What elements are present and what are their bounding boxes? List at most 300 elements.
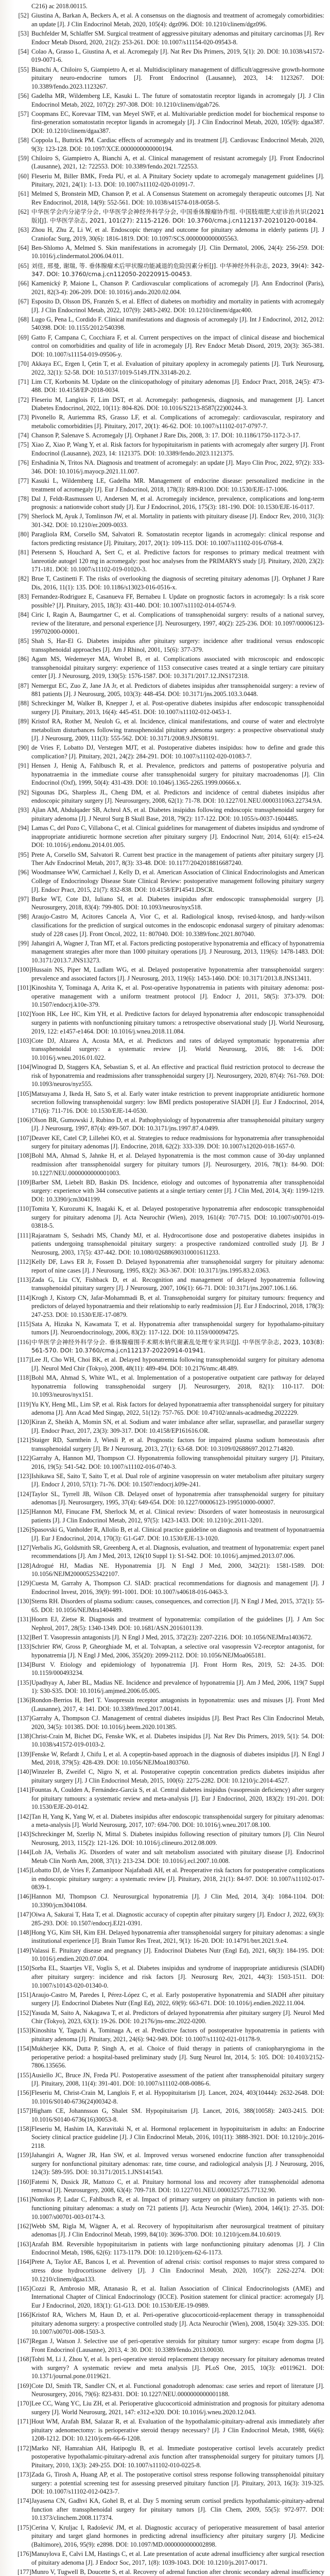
reference-text: Cote DJ, Alzarea A, Acosta MA, et al. Predictors and rates of delayed symptomatic hyponatremia after transsphenoidal surgery: a systematic review [J]. World Neurosurg, 2016, 88: 1-6. DOI: 10.1016/j.wneu.2016.01.022. [31, 1037, 324, 1061]
reference-text: Winzeler B, Zweifel C, Nigro N, et al. Postoperative copeptin concentration predicts diabetes insipidus after pituitary surgery [J]. J Clin Endocrinol Metab, 2015, 100(6): 2275-2282. DOI: 10.1210/jc.2014-4527. [31, 1768, 324, 1784]
reference-text: 中华医学会内分泌学分会, 中华医学会神经外科学分会, 中国垂体腺瘤协作组. 中国肢端肥大症诊治共识(2021版)[J]. 中华医学杂志, 2021, 101(27): 2115-2126. DOI: 10.3760/cma.j.cn112137-20210120-00184. [31, 208, 324, 224]
reference-text: Hannon MJ, Finucane FM, Sherlock M, et al. Clinical review: Disorders of water homeostasis in neurosurgical patients [J]. J Clin Endocrinol Metab, 2012, 97(5): 1423-1433. DOI: 10.1210/jc.2011-3201. [31, 1508, 324, 1524]
reference-text: Matsuyama J, Ikeda H, Sato S, et al. Early water intake restriction to prevent inappropriate antidiuretic hormone secretion following transsphenoidal surgery: low BMI predicts postoperative SIADH [J]. Eur J Endocrinol, 2014, 171(6): 711-716. DOI: 10.1530/EJE-14-0530. [31, 1090, 324, 1114]
reference-item [18, 512, 324, 529]
reference-text: Cote DJ, Smith TR, Sandler CN, et al. Functional gonadotroph adenomas: case series and report of literature [J]. Neurosurgery, 2016, 79(6): 823-831. DOI: 10.1227/NEU.0000000000001188. [31, 2382, 324, 2398]
reference-item [18, 2195, 324, 2221]
reference-number: [71] [18, 378, 29, 385]
reference-number: [97] [18, 895, 29, 903]
reference-number: [53] [18, 29, 29, 37]
reference-item [18, 1732, 324, 1749]
reference-number: [147] [18, 1911, 31, 1919]
reference-text: Marko NF, Hamrahian AH, Hatipoglu B, et al. Immediate postoperative cortisol levels accurately predict postoperative hypothalamic-pituitary-adrenal axis function after transsphenoidal surgery for pituitary tumors [J]. Pituitary, 2010, 13(3): 249-255. DOI: 10.1007/s11102-010-0225-8. [31, 2444, 324, 2469]
reference-text: Hannon MJ, Thompson CJ. Neurosurgical hyponatremia [J]. J Clin Med, 2014, 3(4): 1084-1104. DOI: 10.3390/jcm3041084. [31, 1893, 324, 1909]
reference-number: [101] [18, 984, 31, 991]
reference-number: [146] [18, 1893, 31, 1901]
reference-item [18, 29, 324, 46]
reference-text: Loh JA, Verbalis JG. Disorders of water and salt metabolism associated with pituitary disease [J]. Endocrinol Metab Clin North Am, 2008, 37(1): 213-234. DOI: 10.1016/j.ecl.2007.10.008. [31, 1849, 324, 1865]
reference-list [18, 2, 324, 2576]
reference-number: [111] [18, 1231, 31, 1239]
reference-number: [59] [18, 154, 29, 162]
reference-text: Jahangiri A, Wagner J, Tran MT, et al. Factors predicting postoperative hyponatremia and efficacy of hyponatremia management strategies after more than 1000 pituitary operations [J]. J Neurosurg, 2013, 119(6): 1478-1483. DOI: 10.3171/2013.7.JNS13273. [31, 939, 324, 964]
reference-text: Yu KY, Heng ML, Lim SP, et al. Risk factors for delayed hyponatraemia after transsphenoidal surgery for pituitary adenoma [J]. Ann Acad Med Singap, 2022, 51(12): 757-765. DOI: 10.47102/annals-acadmedsg.2022229. [31, 1400, 324, 1417]
reference-text: Manuylova E, Calvi LM, Hastings C, et al. Late presentation of acute adrenal insufficiency after surgical resection of pituitary adenoma [J]. J Endocr Soc, 2017, 1(8): 1039-1043. DOI: 10.1210/js.2017-00171. [31, 2550, 324, 2566]
reference-item [18, 262, 324, 279]
reference-number: [174] [18, 2497, 31, 2505]
reference-text: Kasuki L, Wildemberg LE, Gadelha MR. Management of endocrine disease: personalized medicine in the treatment of acromegaly [J]. Eur J Endocrinol, 2018, 178(3): R89-R100. DOI: 10.1530/EJE-17-1006. [31, 477, 324, 493]
reference-item [18, 2284, 324, 2310]
reference-item [18, 1276, 324, 1293]
reference-text: C216) ac 2018.00115. [31, 3, 88, 10]
reference-item [18, 939, 324, 965]
reference-item [18, 1338, 324, 1355]
reference-item [18, 761, 324, 787]
reference-text: Taylor SL, Tyrrell JB, Wilson CB. Delayed onset of hyponatremia after transsphenoidal surgery for pituitary adenomas [J]. Neurosurgery, 1995, 37(4): 649-654. DOI: 10.1227/00006123-199510000-00007. [31, 1490, 324, 1506]
reference-number: [96] [18, 869, 29, 876]
reference-text: Shah S, Har-El G. Diabetes insipidus after pituitary surgery: incidence after traditional versus endoscopic transsphenoidal approaches [J]. Am J Rhinol, 2001, 15(6): 377-379. [31, 637, 324, 653]
reference-item [18, 1750, 324, 1767]
reference-number: [138] [18, 1732, 31, 1740]
reference-text: Lugo G, Pena L, Cordido F. Clinical manifestations and diagnosis of acromegaly [J]. Int J Endocrinol, 2012, 2012: 540398. DOI: 10.1155/2012/540398. [31, 315, 324, 332]
reference-number: [136] [18, 1697, 31, 1704]
reference-text: Arafah BM. Reversible hypopituitarism in patients with large nonfunctioning pituitary adenomas [J]. J Clin Endocrinol Metab, 1986, 62(6): 1173-1179. DOI: 10.1210/jcem-62-6-1173. [31, 2240, 324, 2257]
reference-number: [127] [18, 1544, 31, 1551]
reference-text: Tohti M, Li J, Zhou Y, et al. Is peri-operative steroid replacement therapy necessary for pituitary adenomas treated with surgery? A systematic review and meta analysis [J]. PLoS One, 2015, 10(3): e0119621. DOI: 10.1371/journal.pone.0119621. [31, 2355, 324, 2380]
reference-text: Schrier RW, Gross P, Gheorghiade M, et al. Tolvaptan, a selective oral vasopressin V2-receptor antagonist, for hyponatremia [J]. N Engl J Med, 2006, 355(20): 2099-2112. DOI: 10.1056/NEJMoa065181. [31, 1642, 324, 1659]
reference-text: Mukherjee KK, Dutta P, Singh A, et al. Choice of fluid therapy in patients of craniopharyngioma in the perioperative period: a hospital-based preliminary study [J]. Surg Neurol Int, 2014, 5: 105. DOI: 10.4103/2152-7806.135656. [31, 2045, 324, 2070]
reference-item [18, 1454, 324, 1471]
reference-text: Lee CC, Wang YC, Liu ZH, et al. Perioperative glucocorticoid administration and prognosis for pituitary adenoma surgery [J]. World Neurosurg, 2021, 147: e312-e320. DOI: 10.1016/j.wneu.2020.12.043. [31, 2400, 324, 2416]
reference-number: [84] [18, 611, 29, 618]
reference-number: [66] [18, 280, 29, 287]
reference-item [18, 1400, 324, 1417]
reference-number: [169] [18, 2382, 31, 2389]
reference-number: [109] [18, 1178, 31, 1186]
reference-text: Verbalis JG, Goldsmith SR, Greenberg A, et al. Diagnosis, evaluation, and treatment of hyponatremia: expert panel recommendations [J]. Am J Med, 2013, 126(10 Suppl 1): S1-S42. DOI: 10.1016/j.amjmed.2013.07.006. [31, 1544, 324, 1560]
reference-item [18, 279, 324, 296]
reference-number: [89] [18, 718, 29, 725]
reference-text: Garrahy A, Thompson CJ. Management of central diabetes insipidus [J]. Best Pract Res Clin Endocrinol Metab, 2020, 34(5): 101385. DOI: 10.1016/j.beem.2020.101385. [31, 1715, 324, 1731]
reference-item [18, 1597, 324, 1614]
reference-item [18, 172, 324, 189]
reference-text: Nomikos P, Ladar C, Fahlbusch R, et al. Impact of primary surgery on pituitary function in patients with non-functioning pituitary adenomas: a study on 721 patients [J]. Acta Neurochir (Wien), 2004, 146(1): 27-35. DOI: 10.1007/s00701-003-0174-3. [31, 2196, 324, 2221]
reference-text: de Vries F, Lobatto DJ, Verstegen MJT, et al. Postoperative diabetes insipidus: how to define and grade this complication? [J]. Pituitary, 2021, 24(2): 284-291. DOI: 10.1007/s11102-020-01083-7. [31, 744, 324, 760]
reference-number: [118] [18, 1374, 31, 1382]
reference-item [18, 806, 324, 823]
reference-number: [76] [18, 459, 29, 467]
reference-item [18, 1490, 324, 1507]
reference-text: Tan H, Yang K, Yang W, et al. Diabetes insipidus after endoscopic transsphenoidal surgery for pituitary adenomas: a meta-analysis [J]. World Neurosurg, 2017, 107: 694-700. DOI: 10.1016/j.wneu.2017.08.100. [31, 1812, 324, 1829]
reference-text: Chiloiro S, Giampietro A, Bianchi A, et al. Clinical management of resistant acromegaly [J]. Front Endocrinol (Lausanne), 2021, 12: 722553. DOI: 10.3389/fendo.2021.722553. [31, 154, 324, 171]
reference-number: [62] [18, 208, 29, 216]
reference-text: Brue T, Castinetti F. The risks of overlooking the diagnosis of secreting pituitary adenomas [J]. Orphanet J Rare Dis, 2016, 11(1): 135. DOI: 10.1186/s13023-016-0516-x. [31, 575, 324, 591]
reference-number: [165] [18, 2284, 31, 2292]
reference-number: [121] [18, 1436, 31, 1444]
reference-item [18, 65, 324, 91]
reference-item [18, 1786, 324, 1811]
reference-text: Spasovski G, Vanholder R, Allolio B, et al. Clinical practice guideline on diagnosis and treatment of hyponatraemia [J]. Eur J Endocrinol, 2014, 170(3): G1-G47. DOI: 10.1530/EJE-13-1020. [31, 1526, 324, 1542]
reference-number: [102] [18, 1010, 31, 1018]
reference-item [18, 136, 324, 153]
reference-item [18, 1579, 324, 1596]
reference-number: [77] [18, 477, 29, 484]
reference-text: Regan J, Watson J. Selective use of peri-operative steroids for pituitary tumor surgery: escape from dogma [J]. Front Endocrinol (Lausanne), 2013, 4: 30. DOI: 10.3389/fendo.2013.00030. [31, 2337, 324, 2354]
watermark-mark [2, 2370, 16, 2452]
reference-item [18, 895, 324, 912]
watermark-mark [2, 62, 16, 144]
reference-text: Barber SM, Liebelt BD, Baskin DS. Incidence, etiology and outcomes of hyponatremia after transsphenoidal surgery: experience with 344 consecutive patients at a single tertiary center [J]. J Clin Med, 2014, 3(4): 1199-1219. DOI: 10.3390/jcm3041199. [31, 1178, 324, 1203]
reference-item [18, 2089, 324, 2106]
reference-item [18, 1010, 324, 1036]
reference-number: [72] [18, 396, 29, 403]
reference-number: [92] [18, 788, 29, 796]
reference-text: Cozzi R, Ambrosio MR, Attanasio R, et al. Italian Association of Clinical Endocrinologists (AME) and International Chapter of Clinical Endocrinology (ICCE). Position statement for clinical practice: acromegaly [J]. Eur J Endocrinol, 2020, 183(1): G1-G13. DOI: 10.1530/EJE-19-0989. [31, 2284, 324, 2309]
reference-item [18, 378, 324, 395]
reference-number: [134] [18, 1660, 31, 1668]
reference-text: Deaver KE, Catel CP, Lillehei KO, et al. Strategies to reduce readmissions for hyponatremia after transsphenoidal surgery for pituitary adenomas [J]. Endocrine, 2018, 62(2): 333-339. DOI: 10.1007/s12020-018-1657-0. [31, 1134, 324, 1150]
reference-number: [149] [18, 1946, 31, 1954]
reference-text: Christ-Crain M, Bichet DG, Fenske WK, et al. Diabetes insipidus [J]. Nat Rev Dis Primers, 2019, 5(1): 54. DOI: 10.1038/s41572-019-0103-2. [31, 1732, 324, 1749]
reference-text: Ershadinia N, Tritos NA. Diagnosis and treatment of acromegaly: an update [J]. Mayo Clin Proc, 2022, 97(2): 333-346. DOI: 10.1016/j.mayocp.2021.11.007. [31, 459, 324, 475]
reference-item [18, 47, 324, 64]
reference-text: Yasuda M, Saito A, Nakagawa T, et al. Predictors of delayed hyponatremia after pituitary surgery [J]. Neurol Med Chir (Tokyo), 2023, 63(1): 19-26. DOI: 10.2176/jns-nmc.2022-0200. [31, 2009, 324, 2025]
reference-number: [173] [18, 2470, 31, 2478]
reference-number: [125] [18, 1508, 31, 1516]
reference-number: [119] [18, 1400, 31, 1408]
reference-item [18, 574, 324, 591]
reference-number: [128] [18, 1562, 31, 1569]
reference-number: [82] [18, 575, 29, 583]
reference-item [18, 2470, 324, 2496]
reference-text: Ciric I, Ragin A, Baumgartner C, et al. Complications of transsphenoidal surgery: results of a national survey, review of the literature, and personal experience [J]. Neurosurgery, 1997, 40(2): 225-236. DOI: 10.1097/00006123-199702000-00001. [31, 611, 324, 636]
reference-item [18, 548, 324, 574]
reference-item [18, 2417, 324, 2443]
reference-number: [80] [18, 531, 29, 538]
reference-item [18, 2151, 324, 2177]
reference-number: [86] [18, 655, 29, 663]
reference-number: [115] [18, 1320, 31, 1328]
reference-item [18, 2355, 324, 2381]
reference-number: [150] [18, 1964, 31, 1972]
reference-item [18, 743, 324, 760]
reference-number: [106] [18, 1116, 31, 1124]
reference-number: [130] [18, 1598, 31, 1605]
reference-item [18, 190, 324, 207]
reference-text: Webb SM, Rigla M, Wägner A, et al. Recovery of hypopituitarism after neurosurgical treatment of pituitary adenomas [J]. J Clin Endocrinol Metab, 1999, 84(10): 3696-3700. DOI: 10.1210/jcem.84.10.6019. [31, 2222, 324, 2239]
reference-item [18, 1374, 324, 1399]
watermark-strip [0, 0, 18, 2576]
reference-text: Hensen J, Henig A, Fahlbusch R, et al. Prevalence, predictors and patterns of postoperative polyuria and hyponatraemia in the immediate course after transsphenoidal surgery for pituitary macroadenomas [J]. Clin Endocrinol (Oxf), 1999, 50(4): 431-439. DOI: 10.1046/j.1365-2265.1999.00666.x. [31, 762, 324, 787]
reference-text: Hussain NS, Piper M, Ludlam WG, et al. Delayed postoperative hyponatremia after transsphenoidal surgery: prevalence and associated factors [J]. J Neurosurg, 2013, 119(6): 1453-1460. DOI: 10.3171/2013.8.JNS13411. [31, 966, 324, 982]
reference-number: [160] [18, 2178, 31, 2185]
watermark-mark [2, 2040, 16, 2123]
reference-item [18, 333, 324, 359]
reference-text: Jayasena CN, Gadhvi KA, Gohel B, et al. Day 5 morning serum cortisol predicts hypothalamic-pituitary-adrenal function after transsphenoidal surgery for pituitary tumors [J]. Clin Chem, 2009, 55(5): 972-977. DOI: 10.1373/clinchem.2008.117374. [31, 2497, 324, 2522]
reference-item [18, 297, 324, 314]
reference-number: [57] [18, 110, 29, 117]
reference-text: Kristof RA, Wichers M, Haun D, et al. Peri-operative glucocorticoid-replacement therapy in transsphenoidal pituitary adenoma surgery: a prospective controlled study [J]. Acta Neurochir (Wien), 2008, 150(4): 329-335. DOI: 10.1007/s00701-008-1503-3. [31, 2311, 324, 2336]
reference-number: [177] [18, 2568, 31, 2575]
reference-text: Sorba EL, Staartjes VE, Voglis S, et al. Diabetes insipidus and syndrome of inappropriate antidiuresis (SIADH) after pituitary surgery: incidence and risk factors [J]. Neurosurg Rev, 2021, 44(3): 1503-1511. DOI: 10.1007/s10143-020-01340-0. [31, 1964, 324, 1989]
reference-text: Prete A, Corsello SM, Salvatori R. Current best practice in the management of patients after pituitary surgery [J]. Ther Adv Endocrinol Metab, 2017, 8(3): 33-48. DOI: 10.1177/2042018816687240. [31, 851, 324, 867]
reference-text: Paragliola RM, Corsello SM, Salvatori R. Somatostatin receptor ligands in acromegaly: clinical response and factors predicting resistance [J]. Pituitary, 2017, 20(1): 109-115. DOI: 10.1007/s11102-016-0768-4. [31, 531, 324, 547]
reference-number: [151] [18, 1991, 31, 1998]
reference-text: Ausiello JC, Bruce JN, Freda PU. Postoperative assessment of the patient after transsphenoidal pituitary surgery [J]. Pituitary, 2008, 11(4): 391-401. DOI: 10.1007/s11102-008-0086-6. [31, 2071, 324, 2088]
reference-item [18, 1696, 324, 1713]
reference-number: [175] [18, 2523, 31, 2531]
reference-text: Valassi E. Pituitary disease and pregnancy [J]. Endocrinol Diabetes Nutr (Engl Ed), 2021, 68(3): 184-195. DOI: 10.1016/j.endien.2020.07.004. [31, 1946, 324, 1963]
reference-text: Winograd D, Staggers KA, Sebastian S, et al. An effective and practical fluid restriction protocol to decrease the risk of hyponatremia and readmissions after transsphenoidal surgery [J]. Neurosurgery, 2020, 87(4): 761-769. DOI: 10.1093/neuros/nyz555. [31, 1063, 324, 1088]
reference-text: Zada G, Liu CY, Fishback D, et al. Recognition and management of delayed hyponatremia following transsphenoidal pituitary surgery [J]. J Neurosurg, 2007, 106(1): 66-71. DOI: 10.3171/jns.2007.106.1.66. [31, 1276, 324, 1292]
reference-text: Woodmansee WW, Carmichael J, Kelly D, et al. American Association of Clinical Endocrinologists and American College of Endocrinology Disease State Clinical Review: postoperative management following pituitary surgery [J]. Endocr Pract, 2015, 21(7): 832-838. DOI: 10.4158/EP14541.DSCR. [31, 869, 324, 893]
reference-text: Bianchi A, Chiloiro S, Giampietro A, et al. Multidisciplinary management of difficult/aggressive growth-hormone pituitary neuro-endocrine tumors [J]. Front Endocrinol (Lausanne), 2023, 14: 1123267. DOI: 10.3389/fendo.2023.1123267. [31, 65, 324, 90]
reference-item [18, 2009, 324, 2026]
watermark-mark [2, 1051, 16, 1133]
reference-text: Rajaratnam S, Seshadri MS, Chandy MJ, et al. Hydrocortisone dose and postoperative diabetes insipidus in patients undergoing transsphenoidal pituitary surgery: a prospective randomized controlled study [J]. Br J Neurosurg, 2003, 17(5): 437-442. DOI: 10.1080/02688690310001611233. [31, 1231, 324, 1256]
reference-item [18, 1526, 324, 1543]
reference-item [18, 226, 324, 243]
reference-item [18, 1544, 324, 1561]
reference-number: [137] [18, 1715, 31, 1722]
reference-item [18, 1320, 324, 1337]
watermark-mark [2, 721, 16, 804]
reference-text: Staiger RD, Sarnthein J, Wiesli P, et al. Prognostic factors for impaired plasma sodium homeostasis after transsphenoidal surgery [J]. Br J Neurosurg, 2013, 27(1): 63-68. DOI: 10.3109/02688697.2012.714820. [31, 1436, 324, 1452]
reference-number: [155] [18, 2071, 31, 2079]
reference-item [18, 2382, 324, 2399]
reference-item [18, 637, 324, 654]
reference-number: [126] [18, 1526, 31, 1534]
reference-number: [172] [18, 2444, 31, 2452]
reference-text: Bohl MA, Ahmad S, White WL, et al. Implementation of a postoperative outpatient care pathway for delayed hyponatremia following transsphenoidal surgery [J]. Neurosurgery, 2018, 82(1): 110-117. DOI: 10.1093/neuros/nyx151. [31, 1374, 324, 1399]
reference-item [18, 868, 324, 894]
reference-item [18, 851, 324, 868]
reference-text: Tomita Y, Kurozumi K, Inagaki K, et al. Delayed postoperative hyponatremia after endoscopic transsphenoidal surgery for pituitary adenoma [J]. Acta Neurochir (Wien), 2019, 161(4): 707-715. DOI: 10.1007/s00701-019-03818-5. [31, 1205, 324, 1230]
reference-item [18, 477, 324, 494]
reference-item [18, 2178, 324, 2195]
reference-item [18, 1063, 324, 1089]
reference-item [18, 495, 324, 512]
reference-number: [75] [18, 441, 29, 449]
reference-number: [52] [18, 12, 29, 20]
reference-text: Rondon-Berrios H, Berl T. Vasopressin receptor antagonists in hyponatremia: uses and misuses [J]. Front Med (Lausanne), 2017, 4: 141. DOI: 10.3389/fmed.2017.00141. [31, 1697, 324, 1713]
reference-item [18, 1892, 324, 1909]
reference-item [18, 1768, 324, 1785]
reference-number: [132] [18, 1633, 31, 1641]
reference-item [18, 682, 324, 699]
reference-text: Buchfelder M, Schlaffer SM. Surgical treatment of aggressive pituitary adenomas and pituitary carcinomas [J]. Rev Endocr Metab Disord, 2020, 21(2): 253-261. DOI: 10.1007/s11154-020-09543-8. [31, 29, 324, 46]
reference-item [18, 699, 324, 716]
reference-item [18, 2337, 324, 2354]
reference-text: Burke WT, Cote DJ, Iuliano SI, et al. Diabetes insipidus after endoscopic transsphenoidal surgery [J]. Neurosurgery, 2018, 83(4): 799-805. DOI: 10.1093/neuros/nyx518. [31, 895, 324, 911]
reference-text: Fenske W, Refardt J, Chifu I, et al. A copeptin-based approach in the diagnosis of diabetes insipidus [J]. N Engl J Med, 2018, 379(5): 428-439. DOI: 10.1056/NEJMoa1803760. [31, 1750, 324, 1767]
reference-number: [142] [18, 1812, 31, 1820]
reference-text: Nemergut EC, Zuo Z, Jane JA Jr, et al. Predictors of diabetes insipidus after transsphenoidal surgery: a review of 881 patients [J]. J Neurosurg, 2005, 103(3): 448-454. DOI: 10.3171/jns.2005.103.3.0448. [31, 682, 324, 698]
reference-text: Giustina A, Barkan A, Beckers A, et al. A consensus on the diagnosis and treatment of acromegaly comorbidities: an update [J]. J Clin Endocrinol Metab, 2020, 105(4): dgz096. DOI: 10.1210/clinem/dgz096. [31, 12, 324, 28]
reference-item [18, 1615, 324, 1632]
reference-text: Cerina V, Kruljac I, Radošević JM, et al. Diagnostic accuracy of perioperative measurement of basal anterior pituitary and target gland hormones in predicting adrenal insufficiency after pituitary surgery [J]. Medicine (Baltimore), 2016, 95(9): e2898. DOI: 10.1097/MD.0000000000002898. [31, 2523, 324, 2548]
reference-number: [88] [18, 700, 29, 707]
reference-text: Olson BR, Gumowski J, Rubino D, et al. Pathophysiology of hyponatremia after transsphenoidal pituitary surgery [J]. J Neurosurg, 1997, 87(4): 499-507. DOI: 10.3171/jns.1997.87.4.0499. [31, 1116, 324, 1132]
reference-text: Sterns RH. Disorders of plasma sodium: causes, consequences, and correction [J]. N Engl J Med, 2015, 372(1): 55-65. DOI: 10.1056/NEJMra1404489. [31, 1598, 324, 1614]
reference-item [18, 1679, 324, 1696]
reference-text: Upadhyay A, Jaber BL, Madias NE. Incidence and prevalence of hyponatremia [J]. Am J Med, 2006, 119(7 Suppl 1): S30-S35. DOI: 10.1016/j.amjmed.2006.05.005. [31, 1679, 324, 1695]
reference-text: Melmed S, Bronstein MD, Chanson P, et al. A Consensus Statement on acromegaly therapeutic outcomes [J]. Nat Rev Endocrinol, 2018, 14(9): 552-561. DOI: 10.1038/s41574-018-0058-5. [31, 190, 324, 206]
reference-text: Bohl MA, Ahmad S, Jahnke H, et al. Delayed hyponatremia is the most common cause of 30-day unplanned readmission after transsphenoidal surgery for pituitary tumors [J]. Neurosurgery, 2016, 78(1): 84-90. DOI: 10.1227/NEU.0000000000001003. [31, 1152, 324, 1177]
reference-item [18, 1355, 324, 1372]
reference-number: [110] [18, 1205, 31, 1213]
reference-number: [156] [18, 2089, 31, 2097]
watermark-mark [2, 392, 16, 474]
reference-item [18, 1116, 324, 1133]
reference-item [18, 2399, 324, 2416]
reference-text: Ishikawa SE, Saito T, Saito T, et al. Dual role of arginine vasopressin on water metabolism after pituitary surgery [J]. Endocr J, 2010, 57(1): 71-76. DOI: 10.1507/endocrj.k09e-241. [31, 1472, 324, 1488]
reference-text: Burst V. Etiology and epidemiology of hyponatremia [J]. Front Horm Res, 2019, 52: 24-35. DOI: 10.1159/000493234. [31, 1660, 324, 1677]
reference-number: [105] [18, 1090, 31, 1097]
reference-text: Pivonello R, Auriemma RS, Grasso LF, et al. Complications of acromegaly: cardiovascular, respiratory and metabolic comorbidities [J]. Pituitary, 2017, 20(1): 46-62. DOI: 10.1007/s11102-017-0797-7. [31, 414, 324, 430]
reference-text: Araujo-Castro M, Acitores Cancela A, Vior C, et al. Radiological knosp, revised-knosp, and hardy-wilson classifications for the prediction of surgical outcomes in the endoscopic endonasal surgery of pituitary adenomas: study of 228 cases [J]. Front Oncol, 2022, 11: 807040. DOI: 10.3389/fonc.2021.807040. [31, 913, 324, 938]
reference-text: Araujo-Castro M, Paredes I, Pérez-López C, et al. Early postoperative hyponatremia and SIADH after pituitary surgery [J]. Endocrinol Diabetes Nutr (Engl Ed), 2022, 69(9): 663-671. DOI: 10.1016/j.endien.2022.11.004. [31, 1991, 324, 2007]
reference-item [18, 2240, 324, 2257]
reference-item [18, 459, 324, 476]
reference-item [18, 1562, 324, 1579]
reference-item [18, 440, 324, 457]
reference-number: [60] [18, 172, 29, 180]
reference-item [18, 2, 324, 11]
reference-text: Kinoshita Y, Tominaga A, Arita K, et al. Post-operative hyponatremia in patients with pituitary adenoma: post-operative management with a uniform treatment protocol [J]. Endocr J, 2011, 58(5): 373-379. DOI: 10.1507/endocrj.k10e-379. [31, 984, 324, 1009]
reference-number: [164] [18, 2258, 31, 2266]
reference-number: [133] [18, 1642, 31, 1650]
reference-number: [171] [18, 2418, 31, 2426]
reference-item [18, 1910, 324, 1927]
reference-number: [124] [18, 1490, 31, 1498]
reference-number: [131] [18, 1615, 31, 1623]
reference-number: [153] [18, 2027, 31, 2035]
reference-item [18, 655, 324, 681]
reference-text: Schreckinger M, Szerlip N, Mittal S. Diabetes insipidus following resection of pituitary tumors [J]. Clin Neurol Neurosurg, 2013, 115(2): 121-126. DOI: 10.1016/j.clineuro.2012.08.009. [31, 1831, 324, 1846]
reference-number: [152] [18, 2009, 31, 2016]
reference-item [18, 1642, 324, 1659]
reference-item [18, 1866, 324, 1892]
reference-text: Ben-Shlomo A, Melmed S. Skin manifestations in acromegaly [J]. Clin Dermatol, 2006, 24(4): 256-259. DOI: 10.1016/j.clindermatol.2006.04.011. [31, 244, 324, 260]
reference-text: Gatto F, Campana C, Cocchiara F, et al. Current perspectives on the impact of clinical disease and biochemical control on comorbidities and quality of life in acromegaly [J]. Rev Endocr Metab Disord, 2019, 20(3): 365-381. DOI: 10.1007/s11154-019-09506-y. [31, 333, 324, 358]
reference-number: [145] [18, 1866, 31, 1874]
reference-text: Fleseriu M, Christ-Crain M, Langlois F, et al. Hypopituitarism [J]. Lancet, 2024, 403(10444): 2632-2648. DOI: 10.1016/S0140-6736(24)00342-8. [31, 2089, 324, 2105]
reference-number: [144] [18, 1849, 31, 1856]
reference-text: Ajlan AM, Abdulqader SB, Achrol AS, et al. Diabetes insipidus following endoscopic transsphenoidal surgery for pituitary adenoma [J]. J Neurol Surg B Skull Base, 2018, 79(2): 117-122. DOI: 10.1055/s-0037-1604485. [31, 806, 324, 822]
reference-item [18, 1507, 324, 1524]
reference-number: [69] [18, 333, 29, 341]
reference-number: [81] [18, 549, 29, 556]
reference-item [18, 2550, 324, 2567]
reference-item [18, 431, 324, 440]
reference-number: [65] [18, 262, 29, 269]
reference-number: [99] [18, 939, 29, 947]
reference-number: [170] [18, 2400, 31, 2408]
reference-number: [94] [18, 824, 29, 832]
reference-item [18, 1134, 324, 1151]
reference-item [18, 11, 324, 28]
reference-number: [67] [18, 298, 29, 306]
watermark-mark [2, 1381, 16, 1463]
reference-item [18, 1633, 324, 1642]
reference-number: [167] [18, 2337, 31, 2345]
reference-text: Akkaya EC, Ergen I, Çetin T, et al. Evaluation of pituitary apoplexy in acromegaly patients [J]. Turk Neurosurg, 2022, 32(1): 52-58. DOI: 10.5137/1019-5149.JTN.33148-20.2. [31, 360, 324, 376]
reference-text: Higham CE, Johannsson G, Shalet SM. Hypopituitarism [J]. Lancet, 2016, 388(10058): 2403-2415. DOI: 10.1016/S0140-6736(16)30053-8. [31, 2107, 324, 2123]
reference-item [18, 1964, 324, 1990]
reference-item [18, 208, 324, 225]
reference-number: [113] [18, 1276, 31, 1283]
reference-number: [95] [18, 851, 29, 858]
reference-number: [56] [18, 92, 29, 99]
reference-text: Schreckinger M, Walker B, Knepper J, et al. Post-operative diabetes insipidus after endoscopic transsphenoidal surgery [J]. Pituitary, 2013, 16(4): 445-451. DOI: 10.1007/s11102-012-0453-1. [31, 700, 324, 716]
reference-text: Kiran Z, Sheikh A, Momin SN, et al. Sodium and water imbalance after sellar, suprasellar, and parasellar surgery [J]. Endocr Pract, 2017, 23(3): 309-317. DOI: 10.4158/EP161616.OR. [31, 1418, 324, 1434]
reference-text: Lobatto DJ, de Vries F, Zamanipoor Najafabadi AH, et al. Preoperative risk factors for postoperative complications in endoscopic pituitary surgery: a systematic review [J]. Pituitary, 2018, 21(1): 84-97. DOI: 10.1007/s11102-017-0839-1. [31, 1866, 324, 1891]
reference-text: Lamas C, del Pozo C, Villabona C, et al. Clinical guidelines for management of diabetes insipidus and syndrome of inappropriate antidiuretic hormone secretion after pituitary surgery [J]. Endocrinol Nutr, 2014, 61(4): e15-e24. DOI: 10.1016/j.endonu.2014.01.005. [31, 824, 324, 849]
reference-number: [73] [18, 414, 29, 421]
reference-item [18, 315, 324, 332]
reference-item [18, 396, 324, 413]
reference-number: [78] [18, 495, 29, 502]
reference-item [18, 2044, 324, 2070]
reference-item [18, 2568, 324, 2576]
watermark-mark [2, 1710, 16, 1793]
reference-number: [55] [18, 65, 29, 73]
reference-item [18, 1037, 324, 1062]
reference-item [18, 413, 324, 430]
reference-number: [103] [18, 1037, 31, 1044]
reference-item [18, 611, 324, 636]
reference-text: Yoon HK, Lee HC, Kim YH, et al. Predictive factors for delayed hyponatremia after endoscopic transsphenoidal surgery in patients with nonfunctioning pituitary tumors: a retrospective observational study [J]. World Neurosurg, 2019, 122: e1457-e1464. DOI: 10.1016/j.wneu.2018.11.084. [31, 1010, 324, 1035]
reference-item [18, 1660, 324, 1677]
reference-text: Sherlock M, Ayuk J, Tomlinson JW, et al. Mortality in patients with pituitary disease [J]. Endocr Rev, 2010, 31(3): 301-342. DOI: 10.1210/er.2009-0033. [31, 513, 324, 529]
reference-item [18, 1928, 324, 1945]
reference-number: [166] [18, 2311, 31, 2319]
reference-number: [58] [18, 137, 29, 144]
reference-number: [108] [18, 1152, 31, 1160]
reference-item [18, 1418, 324, 1435]
reference-text: Sata A, Hizuka N, Kawamata T, et al. Hyponatremia after transsphenoidal surgery for hypothalamo-pituitary tumors [J]. Neuroendocrinology, 2006, 83(2): 117-122. DOI: 10.1159/000094725. [31, 1320, 324, 1336]
reference-item [18, 2026, 324, 2043]
reference-item [18, 1991, 324, 2008]
reference-item [18, 2071, 324, 2088]
reference-text: Chanson P, Salenave S. Acromegaly [J]. Orphanet J Rare Dis, 2008, 3: 17. DOI: 10.1186/1750-1172-3-17. [31, 432, 301, 439]
reference-text: Esposito D, Olsson DS, Franzén S, et al. Effect of diabetes on morbidity and mortality in patients with acromegaly [J]. J Clin Endocrinol Metab, 2022, 107(9): 2483-2492. DOI: 10.1210/clinem/dgac400. [31, 298, 324, 314]
reference-item [18, 1090, 324, 1115]
reference-item [18, 1258, 324, 1275]
reference-item [18, 92, 324, 109]
reference-item [18, 154, 324, 171]
reference-number: [154] [18, 2045, 31, 2053]
reference-number: [54] [18, 47, 29, 55]
reference-item [18, 1178, 324, 1204]
reference-number: [139] [18, 1750, 31, 1758]
reference-number: [79] [18, 513, 29, 520]
reference-item [18, 965, 324, 982]
reference-number: [168] [18, 2355, 31, 2363]
reference-number: [107] [18, 1134, 31, 1142]
reference-number: [120] [18, 1418, 31, 1426]
reference-text: Kristof RA, Rother M, Neuloh G, et al. Incidence, clinical manifestations, and course of water and electrolyte metabolism disturbances following transsphenoidal pituitary adenoma surgery: a prospective observational study [J]. J Neurosurg, 2009, 111(3): 555-562. DOI: 10.3171/2008.9.JNS08191. [31, 718, 324, 742]
reference-item [18, 1231, 324, 1257]
reference-number: [85] [18, 637, 29, 645]
reference-item [18, 1830, 324, 1847]
reference-item [18, 1205, 324, 1230]
reference-text: Zhou H, Zhu Z, Li W, et al. Endoscopic therapy and outcome for pituitary adenoma in elderly patients [J]. J Craniofac Surg, 2019, 30(6): 1816-1819. DOI: 10.1097/SCS.0000000000005563. [31, 226, 324, 242]
reference-text: Lee JI, Cho WH, Choi BK, et al. Delayed hyponatremia following transsphenoidal surgery for pituitary adenoma [J]. Neurol Med Chir (Tokyo), 2008, 48(11): 489-494. DOI: 10.2176/nmc.48.489. [31, 1356, 324, 1372]
reference-item [18, 1714, 324, 1731]
reference-item [18, 2107, 324, 2124]
reference-number: [83] [18, 593, 29, 601]
